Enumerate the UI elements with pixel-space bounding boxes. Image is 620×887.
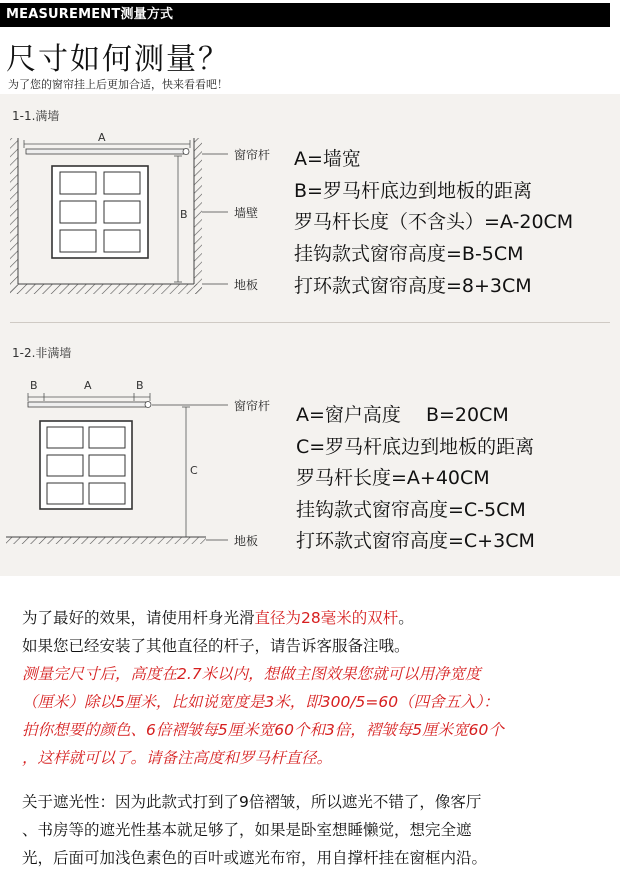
note-italic-line: ，这样就可以了。请备注高度和罗马杆直径。 (22, 749, 333, 767)
floor-hatch (10, 284, 202, 294)
section-divider (10, 322, 610, 323)
section-2-spec: 打环款式窗帘高度=C+3CM (296, 530, 535, 552)
callout-rod: 窗帘杆 (234, 148, 271, 162)
note-italic-line: 拍你想要的颜色、6倍褶皱每5厘米宽60个和3倍，褶皱每5厘米宽60个 (22, 721, 504, 739)
shading-line: 、书房等的遮光性基本就足够了，如果是卧室想睡懒觉，想完全遮 (22, 821, 472, 839)
note-italic-line: 测量完尺寸后，高度在2.7米以内，想做主图效果您就可以用净宽度 (22, 665, 481, 683)
note-highlight: 直径为28毫米的双杆 (254, 609, 399, 627)
note-line-1 (22, 604, 612, 632)
callout-floor: 地板 (234, 278, 259, 292)
dim-a-label-2: A (84, 379, 92, 392)
header-bar (0, 0, 620, 30)
callout-wall: 墙壁 (234, 206, 259, 220)
page-subtitle: 为了您的窗帘挂上后更加合适，快来看看吧！ (8, 78, 228, 91)
callout-floor-2: 地板 (234, 534, 259, 548)
dim-b-right-label: B (136, 379, 144, 392)
section-2-spec: 挂钩款式窗帘高度=C-5CM (296, 499, 526, 521)
shading-paragraph (22, 788, 612, 872)
section-1-label: 1-1.满墙 (12, 109, 60, 123)
section-1-spec: A=墙宽 (294, 148, 361, 170)
section-1-spec: B=罗马杆底边到地板的距离 (294, 180, 532, 202)
dim-b-left-label: B (30, 379, 38, 392)
floor-hatch-2 (6, 537, 206, 544)
right-wall-hatch (194, 138, 202, 294)
shading-line: 光，后面可加浅色素色的百叶或遮光布帘，用自撑杆挂在窗框内沿。 (22, 849, 488, 867)
section-2-label: 1-2.非满墙 (12, 346, 72, 360)
curtain-rod (26, 149, 188, 154)
notes-section (22, 604, 612, 872)
dim-a-label: A (98, 131, 106, 144)
note-text: 。 (398, 609, 414, 627)
note-text: 为了最好的效果，请使用杆身光滑 (22, 609, 255, 627)
section-2-spec: 罗马杆长度=A+40CM (296, 467, 490, 489)
section-2-spec: C=罗马杆底边到地板的距离 (296, 436, 535, 458)
section-2-spec: A=窗户高度 B=20CM (296, 404, 509, 426)
note-line-2: 如果您已经安装了其他直径的杆子，请告诉客服备注哦。 (22, 637, 410, 655)
header-label: MEASUREMENT测量方式 (0, 3, 610, 27)
section-1-spec: 挂钩款式窗帘高度=B-5CM (294, 243, 524, 265)
dim-c-label: C (190, 464, 198, 477)
curtain-rod-2 (28, 402, 148, 407)
callout-rod-2: 窗帘杆 (234, 399, 271, 413)
page-title: 尺寸如何测量？ (6, 42, 230, 77)
diagram-panel (0, 94, 620, 576)
left-wall-hatch (10, 138, 18, 294)
section-1-spec: 打环款式窗帘高度=8+3CM (294, 275, 532, 297)
shading-line: 关于遮光性：因为此款式打到了9倍褶皱，所以遮光不错了，像客厅 (22, 793, 482, 811)
dim-b-label: B (180, 208, 188, 221)
section-1-spec: 罗马杆长度（不含头）=A-20CM (294, 211, 574, 233)
note-italic-line: （厘米）除以5厘米，比如说宽度是3米，即300/5=60（四舍五入）： (22, 693, 499, 711)
